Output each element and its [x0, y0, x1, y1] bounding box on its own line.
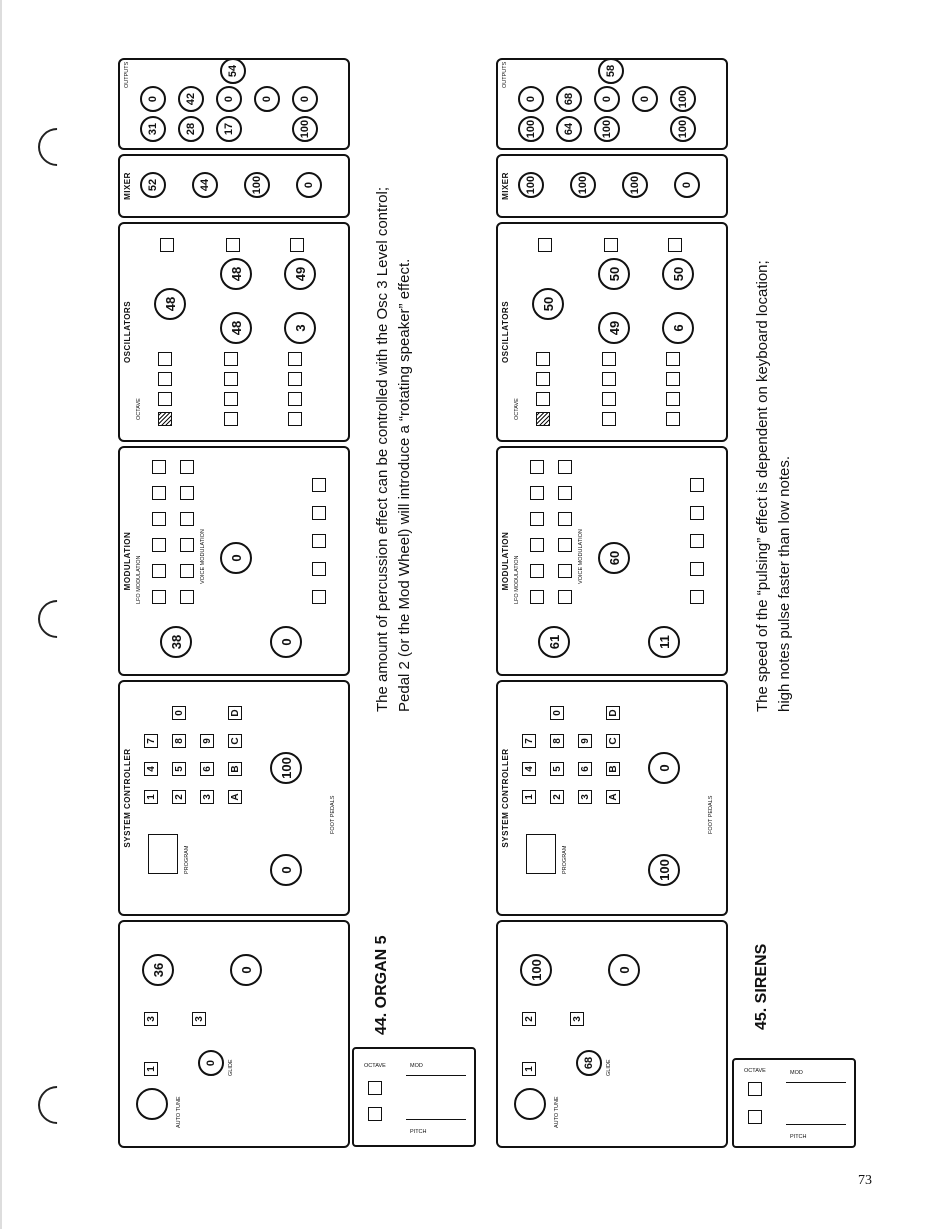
program-key: 4: [144, 762, 158, 776]
caption-line: high notes pulse faster than low notes.: [776, 456, 793, 712]
pedal-amount-knob-2: 100: [270, 752, 302, 784]
osc-octave-switch: [224, 372, 238, 386]
caption-line: Pedal 2 (or the Mod Wheel) will introduce a “rotating speaker” effect.: [396, 258, 413, 712]
section-modulation: [118, 446, 350, 676]
osc3-pulse-width-knob: 49: [284, 258, 316, 290]
octave-down-switch: [368, 1081, 382, 1095]
program-key: 9: [578, 734, 592, 748]
voice-destination-switch: [312, 562, 326, 576]
section-system-controller: [496, 680, 728, 916]
mixer-osc2-knob: 44: [192, 172, 218, 198]
program-key: 4: [522, 762, 536, 776]
voice-mod-label: VOICE MODULATION: [578, 529, 584, 584]
osc-octave-switch: [666, 352, 680, 366]
vcf-cutoff-knob: 31: [140, 116, 166, 142]
osc-octave-switch: [158, 412, 172, 426]
osc-octave-switch: [288, 372, 302, 386]
program-key: 0: [550, 706, 564, 720]
glide-knob: 68: [576, 1050, 602, 1076]
glide-label: GLIDE: [228, 1059, 234, 1076]
voice-destination-switch: [690, 506, 704, 520]
volume-knob: 54: [220, 58, 246, 84]
program-key: 0: [172, 706, 186, 720]
section-modulation: [496, 446, 728, 676]
program-key: B: [606, 762, 620, 776]
voice-destination-switch: [690, 478, 704, 492]
program-key: 6: [200, 762, 214, 776]
program-key: C: [228, 734, 242, 748]
caption-line: The speed of the “pulsing” effect is dependent on keyboard location;: [754, 260, 771, 712]
lfo-rate-knob: 61: [538, 626, 570, 658]
modulation-title: MODULATION: [123, 531, 132, 591]
voice-destination-switch: [690, 534, 704, 548]
mod-wheel-line: [786, 1082, 846, 1083]
tune-knob: [136, 1088, 168, 1120]
mixer-osc3-knob: 100: [622, 172, 648, 198]
caption-line: The amount of percussion effect can be controlled with the Osc 3 Level control;: [374, 186, 391, 712]
osc1-pulse-width-knob: 50: [532, 288, 564, 320]
mod-label: MOD: [410, 1063, 423, 1069]
osc-octave-switch: [666, 372, 680, 386]
glide-mode-switch: 1: [522, 1062, 536, 1076]
vcf-sustain-knob: 0: [216, 86, 242, 112]
lfo-destination-switch: [558, 538, 572, 552]
osc-octave-switch: [536, 412, 550, 426]
page-edge: [0, 0, 2, 1229]
pitch-wheel-line: [406, 1119, 466, 1120]
lfo-waveform-switch: [530, 538, 544, 552]
osc3-frequency-knob: 3: [284, 312, 316, 344]
voice-destination-switch: [312, 478, 326, 492]
lfo-waveform-switch: [530, 460, 544, 474]
program-key: 7: [144, 734, 158, 748]
osc-octave-switch: [602, 392, 616, 406]
page-number: 73: [858, 1173, 872, 1188]
octave-label: OCTAVE: [364, 1063, 386, 1069]
program-label: PROGRAM: [184, 845, 190, 874]
lfo-waveform-switch: [152, 460, 166, 474]
lfo-destination-switch: [558, 460, 572, 474]
osc1-pulse-width-knob: 48: [154, 288, 186, 320]
osc-waveform-switch: [538, 238, 552, 252]
osc-waveform-switch: [290, 238, 304, 252]
program-key: C: [606, 734, 620, 748]
mixer-noise-knob: 0: [296, 172, 322, 198]
program-key: A: [228, 790, 242, 804]
lfo-waveform-switch: [152, 590, 166, 604]
section-filter: [118, 58, 350, 150]
pitch-wheel-line: [786, 1124, 846, 1125]
foot-pedals-label: FOOT PEDALS: [708, 795, 714, 834]
voice-mod-label: VOICE MODULATION: [200, 529, 206, 584]
mixer-osc2-knob: 100: [570, 172, 596, 198]
glide-label: GLIDE: [606, 1059, 612, 1076]
osc3-frequency-knob: 6: [662, 312, 694, 344]
program-key: 1: [522, 790, 536, 804]
auto-tune-label: AUTO TUNE: [176, 1096, 182, 1128]
synth-panel-sirens: [496, 58, 728, 1148]
lfo-destination-switch: [558, 564, 572, 578]
voice-mod-amount-knob: 0: [220, 542, 252, 574]
octave-label: OCTAVE: [136, 398, 142, 420]
program-key: 5: [550, 762, 564, 776]
vcf-cutoff-knob: 100: [518, 116, 544, 142]
osc-octave-switch: [666, 412, 680, 426]
outputs-label: OUTPUTS: [502, 61, 508, 88]
mixer-osc3-knob: 100: [244, 172, 270, 198]
voice-destination-switch: [312, 506, 326, 520]
section-oscillators: [118, 222, 350, 442]
pitch-label: PITCH: [790, 1134, 807, 1140]
octave-up-switch: [748, 1110, 762, 1124]
binder-hole: [30, 592, 84, 646]
osc-octave-switch: [666, 392, 680, 406]
foot-pedals-label: FOOT PEDALS: [330, 795, 336, 834]
program-label: PROGRAM: [562, 845, 568, 874]
outputs-label: OUTPUTS: [124, 61, 130, 88]
program-key: 8: [172, 734, 186, 748]
osc2-pulse-width-knob: 50: [598, 258, 630, 290]
program-display: [148, 834, 178, 874]
lfo-destination-switch: [180, 460, 194, 474]
program-key: 2: [550, 790, 564, 804]
hold-switch: 3: [570, 1012, 584, 1026]
vca-sustain-knob: 100: [670, 116, 696, 142]
osc2-frequency-knob: 49: [598, 312, 630, 344]
lfo-label: LFO MODULATION: [514, 555, 520, 604]
program-key: 5: [172, 762, 186, 776]
osc-octave-switch: [158, 392, 172, 406]
pedal-amount-knob-1: 0: [270, 854, 302, 886]
octave-down-switch: [748, 1082, 762, 1096]
vcf-decay-knob: 42: [178, 86, 204, 112]
vca-attack-knob: 0: [254, 86, 280, 112]
osc-octave-switch: [224, 392, 238, 406]
section-mixer: [496, 154, 728, 218]
mod-amount-knob: 0: [230, 954, 262, 986]
lfo-destination-switch: [558, 590, 572, 604]
mod-amount-knob: 0: [608, 954, 640, 986]
vca-attack-knob: 0: [632, 86, 658, 112]
volume-knob: 58: [598, 58, 624, 84]
mod-label: MOD: [790, 1070, 803, 1076]
mixer-title: MIXER: [501, 172, 510, 200]
vcf-attack-knob: 0: [140, 86, 166, 112]
osc-octave-switch: [536, 352, 550, 366]
mixer-osc1-knob: 52: [140, 172, 166, 198]
lfo-destination-switch: [558, 512, 572, 526]
program-display: [526, 834, 556, 874]
osc-octave-switch: [536, 392, 550, 406]
osc-octave-switch: [602, 412, 616, 426]
pedal-amount-knob-1: 100: [648, 854, 680, 886]
vca-decay-knob: 100: [670, 86, 696, 112]
osc2-pulse-width-knob: 48: [220, 258, 252, 290]
program-key: D: [228, 706, 242, 720]
pitch-bend-knob: 100: [520, 954, 552, 986]
program-key: 8: [550, 734, 564, 748]
vca-sustain-knob: 100: [292, 116, 318, 142]
vcf-decay-knob: 68: [556, 86, 582, 112]
program-key: D: [606, 706, 620, 720]
osc2-frequency-knob: 48: [220, 312, 252, 344]
preset-caption: [752, 12, 796, 712]
pitch-bend-knob: 36: [142, 954, 174, 986]
lfo-destination-switch: [180, 564, 194, 578]
lfo-label: LFO MODULATION: [136, 555, 142, 604]
vcf-emphasis-knob: 64: [556, 116, 582, 142]
voice-destination-switch: [312, 534, 326, 548]
program-key: B: [228, 762, 242, 776]
section-filter: [496, 58, 728, 150]
vcf-attack-knob: 0: [518, 86, 544, 112]
pedal-amount-knob-2: 0: [648, 752, 680, 784]
kb-mode-switch: 3: [144, 1012, 158, 1026]
tune-knob: [514, 1088, 546, 1120]
voice-destination-switch: [690, 590, 704, 604]
lfo-waveform-switch: [530, 564, 544, 578]
program-key: A: [606, 790, 620, 804]
synth-panel-organ-5: [118, 58, 350, 1148]
mod-wheel-line: [406, 1075, 466, 1076]
lfo-destination-switch: [180, 486, 194, 500]
voice-destination-switch: [690, 562, 704, 576]
oscillators-title: OSCILLATORS: [501, 300, 510, 364]
octave-label: OCTAVE: [514, 398, 520, 420]
system-controller-title: SYSTEM CONTROLLER: [123, 748, 132, 848]
osc-octave-switch: [536, 372, 550, 386]
program-key: 2: [172, 790, 186, 804]
osc-octave-switch: [288, 392, 302, 406]
lfo-waveform-switch: [152, 538, 166, 552]
vcf-emphasis-knob: 28: [178, 116, 204, 142]
osc-waveform-switch: [604, 238, 618, 252]
mixer-title: MIXER: [123, 172, 132, 200]
osc-octave-switch: [158, 352, 172, 366]
osc-waveform-switch: [668, 238, 682, 252]
lfo-destination-switch: [180, 538, 194, 552]
preset-title: 45. SIRENS: [753, 943, 770, 1030]
section-oscillators: [496, 222, 728, 442]
program-key: 3: [200, 790, 214, 804]
modulation-title: MODULATION: [501, 531, 510, 591]
osc-octave-switch: [224, 352, 238, 366]
lfo-waveform-switch: [530, 486, 544, 500]
voice-mod-amount-knob: 60: [598, 542, 630, 574]
section-performance: [496, 920, 728, 1148]
octave-label: OCTAVE: [744, 1068, 766, 1074]
oscillators-title: OSCILLATORS: [123, 300, 132, 364]
lfo-rate-knob: 38: [160, 626, 192, 658]
preset-title: 44. ORGAN 5: [373, 935, 390, 1035]
hold-switch: 3: [192, 1012, 206, 1026]
vcf-sustain-knob: 0: [594, 86, 620, 112]
lfo-waveform-switch: [152, 486, 166, 500]
pedal-box-sirens: [732, 1058, 856, 1148]
program-key: 6: [578, 762, 592, 776]
lfo-destination-switch: [180, 590, 194, 604]
lfo-amount-knob: 11: [648, 626, 680, 658]
vca-decay-knob: 0: [292, 86, 318, 112]
binder-hole: [30, 1078, 84, 1132]
lfo-amount-knob: 0: [270, 626, 302, 658]
glide-mode-switch: 1: [144, 1062, 158, 1076]
pedal-box-organ-5: [352, 1047, 476, 1147]
binder-hole: [30, 120, 84, 174]
pitch-label: PITCH: [410, 1129, 427, 1135]
osc-waveform-switch: [160, 238, 174, 252]
program-key: 9: [200, 734, 214, 748]
mixer-osc1-knob: 100: [518, 172, 544, 198]
octave-up-switch: [368, 1107, 382, 1121]
vcf-contour-knob: 17: [216, 116, 242, 142]
osc-octave-switch: [158, 372, 172, 386]
section-mixer: [118, 154, 350, 218]
osc-waveform-switch: [226, 238, 240, 252]
osc-octave-switch: [224, 412, 238, 426]
preset-caption: [372, 12, 416, 712]
mixer-noise-knob: 0: [674, 172, 700, 198]
osc-octave-switch: [288, 352, 302, 366]
osc-octave-switch: [602, 352, 616, 366]
section-system-controller: [118, 680, 350, 916]
program-key: 7: [522, 734, 536, 748]
program-key: 3: [578, 790, 592, 804]
osc-octave-switch: [602, 372, 616, 386]
system-controller-title: SYSTEM CONTROLLER: [501, 748, 510, 848]
lfo-waveform-switch: [530, 512, 544, 526]
lfo-waveform-switch: [152, 564, 166, 578]
osc3-pulse-width-knob: 50: [662, 258, 694, 290]
program-key: 1: [144, 790, 158, 804]
glide-knob: 0: [198, 1050, 224, 1076]
vcf-contour-knob: 100: [594, 116, 620, 142]
lfo-waveform-switch: [152, 512, 166, 526]
kb-mode-switch: 2: [522, 1012, 536, 1026]
osc-octave-switch: [288, 412, 302, 426]
lfo-destination-switch: [558, 486, 572, 500]
section-performance: [118, 920, 350, 1148]
voice-destination-switch: [312, 590, 326, 604]
lfo-destination-switch: [180, 512, 194, 526]
lfo-waveform-switch: [530, 590, 544, 604]
auto-tune-label: AUTO TUNE: [554, 1096, 560, 1128]
